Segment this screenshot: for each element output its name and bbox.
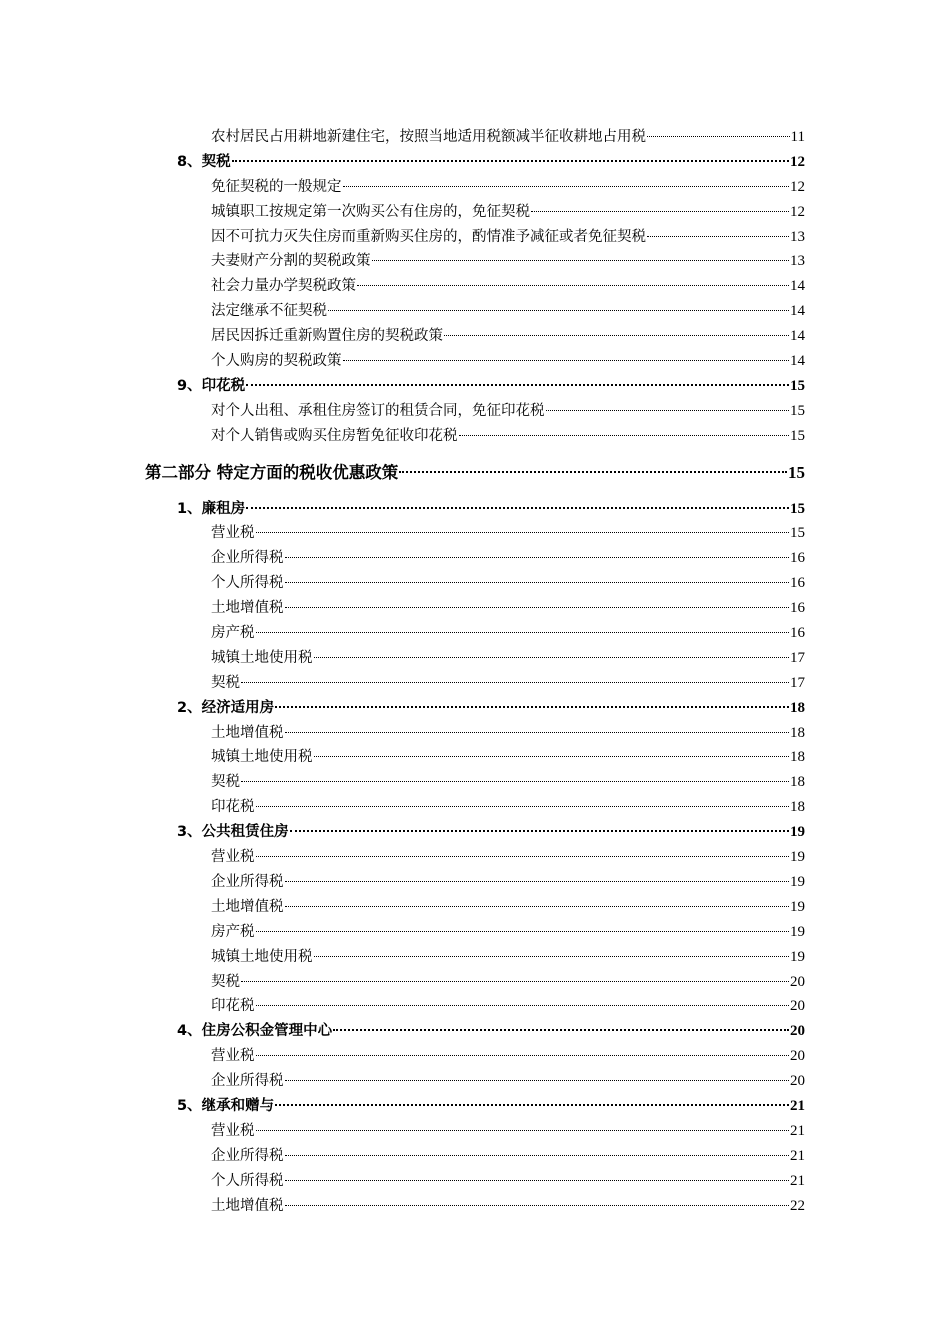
toc-part[interactable] [145,449,805,497]
toc-entry[interactable] [211,249,805,274]
dot-leader [357,285,789,286]
dot-leader [256,856,790,857]
toc-section-page: 18 [790,699,805,716]
toc-entry-label: 企业所得税 [211,873,284,890]
dot-leader [285,1205,790,1206]
toc-entry[interactable] [211,349,805,374]
toc-entry-label: 免征契税的一般规定 [211,178,342,195]
toc-entry-label: 城镇土地使用税 [211,948,313,965]
dot-leader [256,532,790,533]
dot-leader [343,186,790,187]
toc-entry[interactable] [211,770,805,795]
dot-leader [241,781,789,782]
toc-entry-page: 17 [790,674,805,691]
toc-section-label: 5、继承和赠与 [177,1097,275,1114]
toc-entry-page: 15 [790,525,805,542]
toc-entry-label: 城镇土地使用税 [211,749,313,766]
toc-entry-label: 土地增值税 [211,1197,284,1214]
dot-leader [285,582,790,583]
toc-entry-page: 15 [790,427,805,444]
toc-section-page: 15 [790,500,805,517]
dot-leader [285,732,790,733]
dot-leader [343,360,790,361]
toc-entry[interactable] [211,1119,805,1144]
toc-entry-page: 12 [790,203,805,220]
dot-leader [246,384,789,386]
toc-entry-page: 14 [790,353,805,370]
toc-entry-page: 16 [790,600,805,617]
toc-section-page: 21 [790,1097,805,1114]
dot-leader [285,1080,790,1081]
toc-section-label: 3、公共租赁住房 [177,824,289,841]
toc-entry[interactable] [211,546,805,571]
dot-leader [333,1029,789,1031]
toc-part-page: 15 [788,462,805,482]
dot-leader [285,906,790,907]
toc-section-page: 20 [790,1023,805,1040]
toc-entry-page: 14 [790,303,805,320]
toc-entry[interactable] [211,125,805,150]
toc-section-page: 12 [790,153,805,170]
dot-leader [285,1180,790,1181]
toc-entry-label: 房产税 [211,923,255,940]
toc-section[interactable] [177,150,805,175]
toc-entry[interactable] [211,994,805,1019]
toc-section[interactable] [177,820,805,845]
toc-entry-label: 土地增值税 [211,898,284,915]
toc-entry-page: 19 [790,873,805,890]
toc-section-page: 15 [790,377,805,394]
dot-leader [328,310,789,311]
toc-entry-label: 夫妻财产分割的契税政策 [211,253,371,270]
toc-entry-page: 18 [790,749,805,766]
toc-entry-page: 12 [790,178,805,195]
toc-entry-label: 企业所得税 [211,1147,284,1164]
toc-section-label: 1、廉租房 [177,500,246,517]
toc-section[interactable] [177,1094,805,1119]
toc-entry[interactable] [211,225,805,250]
toc-entry-label: 农村居民占用耕地新建住宅，按照当地适用税额减半征收耕地占用税 [211,129,646,145]
toc-entry-page: 20 [790,998,805,1015]
toc-section-label: 9、印花税 [177,377,246,394]
dot-leader [232,160,789,162]
dot-leader [372,260,790,261]
toc-entry[interactable] [211,299,805,324]
toc-entry-label: 印花税 [211,799,255,816]
toc-entry-page: 21 [790,1122,805,1139]
toc-section-page: 19 [790,824,805,841]
toc-entry[interactable] [211,1144,805,1169]
toc-entry-page: 19 [790,849,805,866]
toc-entry-label: 城镇职工按规定第一次购买公有住房的，免征契税 [211,203,530,220]
dot-leader [256,632,790,633]
toc-entry-page: 16 [790,550,805,567]
toc-entry[interactable] [211,424,805,449]
toc-part-label: 第二部分 特定方面的税收优惠政策 [145,462,399,482]
toc-section-label: 2、经济适用房 [177,699,275,716]
dot-leader [285,607,790,608]
toc-entry-label: 契税 [211,774,240,791]
toc-entry-label: 居民因拆迁重新购置住房的契税政策 [211,328,443,345]
toc-entry-page: 14 [790,328,805,345]
toc-entry-label: 营业税 [211,849,255,866]
toc-entry[interactable] [211,920,805,945]
dot-leader [314,756,790,757]
toc-entry[interactable] [211,671,805,696]
toc-entry[interactable] [211,399,805,424]
dot-leader [459,435,790,436]
toc-entry-label: 营业税 [211,525,255,542]
toc-entry-label: 房产税 [211,625,255,642]
dot-leader [399,471,787,473]
table-of-contents [0,125,950,1218]
toc-entry-label: 对个人出租、承租住房签订的租赁合同，免征印花税 [211,402,545,419]
toc-entry-label: 个人所得税 [211,575,284,592]
dot-leader [246,507,789,509]
toc-entry[interactable] [211,200,805,225]
toc-entry-label: 土地增值税 [211,600,284,617]
toc-entry-label: 企业所得税 [211,1073,284,1090]
dot-leader [314,657,790,658]
dot-leader [285,1155,790,1156]
toc-entry-label: 营业税 [211,1122,255,1139]
toc-section[interactable] [177,696,805,721]
toc-entry[interactable] [211,571,805,596]
toc-entry-page: 20 [790,1073,805,1090]
toc-entry-page: 19 [790,948,805,965]
toc-entry-page: 14 [790,278,805,295]
toc-entry-label: 因不可抗力灭失住房而重新购买住房的，酌情准予减征或者免征契税 [211,228,646,245]
toc-entry-page: 18 [790,799,805,816]
toc-entry[interactable] [211,970,805,995]
toc-entry-page: 16 [790,625,805,642]
toc-section[interactable] [177,1019,805,1044]
toc-entry-label: 法定继承不征契税 [211,303,327,320]
toc-entry[interactable] [211,274,805,299]
toc-entry-page: 11 [790,129,805,145]
toc-entry-label: 社会力量办学契税政策 [211,278,356,295]
toc-entry-page: 15 [790,402,805,419]
toc-entry-page: 18 [790,774,805,791]
toc-entry-label: 对个人销售或购买住房暂免征收印花税 [211,427,458,444]
toc-entry-label: 个人购房的契税政策 [211,353,342,370]
dot-leader [256,1005,790,1006]
toc-entry-page: 20 [790,973,805,990]
dot-leader [275,706,789,708]
toc-entry-page: 22 [790,1197,805,1214]
toc-entry[interactable] [211,175,805,200]
toc-entry-page: 17 [790,649,805,666]
dot-leader [444,335,789,336]
toc-entry-label: 城镇土地使用税 [211,649,313,666]
dot-leader [546,410,790,411]
toc-entry-page: 21 [790,1172,805,1189]
toc-entry[interactable] [211,745,805,770]
toc-entry[interactable] [211,596,805,621]
toc-section-label: 4、住房公积金管理中心 [177,1023,333,1040]
toc-entry[interactable] [211,1169,805,1194]
dot-leader [256,931,790,932]
toc-entry[interactable] [211,1194,805,1219]
toc-entry-page: 18 [790,724,805,741]
toc-section-label: 8、契税 [177,153,231,170]
dot-leader [647,236,789,237]
toc-entry-label: 契税 [211,973,240,990]
dot-leader [256,1055,790,1056]
toc-entry[interactable] [211,895,805,920]
dot-leader [241,682,789,683]
toc-entry[interactable] [211,621,805,646]
toc-entry-page: 13 [790,228,805,245]
toc-entry[interactable] [211,1069,805,1094]
toc-section[interactable] [177,497,805,522]
toc-entry[interactable] [211,795,805,820]
toc-entry-page: 13 [790,253,805,270]
dot-leader [241,981,789,982]
dot-leader [285,881,790,882]
dot-leader [290,830,789,832]
toc-entry[interactable] [211,945,805,970]
toc-entry-label: 个人所得税 [211,1172,284,1189]
toc-entry[interactable] [211,721,805,746]
toc-entry-label: 土地增值税 [211,724,284,741]
dot-leader [531,211,789,212]
toc-entry-label: 契税 [211,674,240,691]
dot-leader [256,806,790,807]
toc-entry[interactable] [211,870,805,895]
toc-entry[interactable] [211,646,805,671]
toc-entry-label: 印花税 [211,998,255,1015]
dot-leader [256,1130,790,1131]
toc-entry-page: 16 [790,575,805,592]
toc-entry[interactable] [211,1044,805,1069]
dot-leader [275,1104,789,1106]
toc-entry-label: 企业所得税 [211,550,284,567]
toc-entry[interactable] [211,521,805,546]
dot-leader [285,557,790,558]
toc-section[interactable] [177,374,805,399]
toc-entry-label: 营业税 [211,1048,255,1065]
toc-entry-page: 21 [790,1147,805,1164]
toc-entry-page: 19 [790,923,805,940]
toc-entry[interactable] [211,845,805,870]
toc-entry-page: 19 [790,898,805,915]
dot-leader [314,956,790,957]
toc-entry[interactable] [211,324,805,349]
dot-leader [647,136,790,137]
toc-entry-page: 20 [790,1048,805,1065]
